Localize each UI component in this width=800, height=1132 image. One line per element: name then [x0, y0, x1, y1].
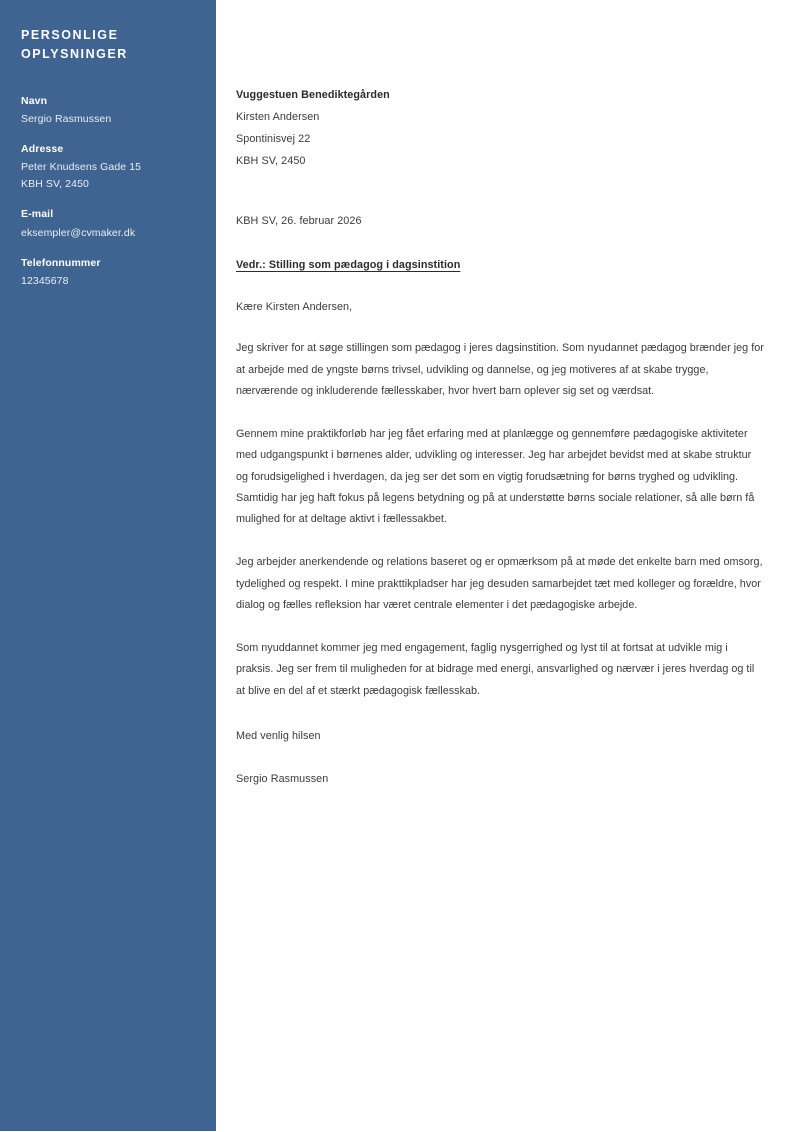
letter-body	[236, 0, 764, 789]
sidebar-field-value: KBH SV, 2450	[21, 178, 89, 191]
letter-paragraph: Jeg arbejder anerkendende og relations baseret og er opmærksom på at møde det enkelte barn med omsorg, tydelighed og respekt. I mine prakttikpladser har jeg desuden samarbejdet tæt med kolleger og forældre, hvor dialog og fælles refleksion har været centrale elementer i det pædagogiske arbejde.	[236, 556, 763, 611]
letter-paragraph: Gennem mine praktikforløb har jeg fået erfaring med at planlægge og gennemføre pædagogiske aktiviteter med udgangspunkt i børnenes alder, udvikling og interesser. Jeg har arbejdet bevidst med at skabe struktur og forudsigelighed i hverdagen, da jeg ser det som en vigtig forudsætning for børns tryghed og udvikling. Samtidig har jeg haft fokus på legens betydning og på at understøtte børns sociale relationer, så alle børn få mulighed for at deltage aktivt i fællessakbet.	[236, 428, 755, 526]
sidebar-field-value: eksempler@cvmaker.dk	[21, 226, 136, 239]
letter-paragraph: Jeg skriver for at søge stillingen som pædagog i jeres dagsinstition. Som nyudannet pædagog brænder jeg for at arbejde med de yngste børns trivsel, udvikling og dannelse, og jeg motiveres af at skabe trygge, nærværende og inkluderende fællesskaber, hvor hvert barn oplever sig set og værdsat.	[236, 342, 764, 397]
letter-paragraph: Som nyuddannet kommer jeg med engagement, faglig nysgerrighed og lyst til at fortsat at udvikle mig i praksis. Jeg ser frem til muligheden for at bidrage med energi, ansvarlighed og nærvær i jeres hverdag og til at blive en del af et stærkt pædagogisk fællesskab.	[236, 642, 755, 697]
sidebar-field-email	[21, 207, 198, 241]
sidebar-field-adresse	[21, 142, 198, 193]
recipient-contact-person: Kirsten Andersen	[236, 111, 320, 124]
sidebar-field-value: Sergio Rasmussen	[21, 113, 112, 126]
sidebar-field-label: Navn	[21, 95, 48, 107]
sidebar-field-value: 12345678	[21, 274, 69, 287]
letter-subject: Vedr.: Stilling som pædagog i dagsinstition	[236, 258, 461, 271]
sidebar-field-value: Peter Knudsens Gade 15	[21, 161, 142, 174]
recipient-block	[236, 84, 764, 173]
sidebar-field-label: E-mail	[21, 208, 54, 221]
personal-details-sidebar	[0, 0, 216, 1131]
sidebar-field-label: Telefonnummer	[21, 256, 101, 269]
letter-salutation: Kære Kirsten Andersen,	[236, 301, 353, 314]
sidebar-field-navn	[21, 94, 198, 128]
subject-row	[236, 230, 764, 274]
recipient-city-postal: KBH SV, 2450	[236, 155, 306, 168]
recipient-street: Spontinisvej 22	[236, 133, 311, 146]
sidebar-field-label: Adresse	[21, 143, 64, 156]
letter-closing: Med venlig hilsen	[236, 730, 321, 743]
sidebar-field-telefonnummer	[21, 256, 198, 290]
sidebar-content	[0, 0, 216, 290]
letter-signature: Sergio Rasmussen	[236, 773, 329, 786]
recipient-organisation: Vuggestuen Benediktegården	[236, 89, 390, 101]
letter-date: KBH SV, 26. februar 2026	[236, 214, 362, 227]
sidebar-heading: PERSONLIGE OPLYSNINGER	[21, 28, 128, 61]
